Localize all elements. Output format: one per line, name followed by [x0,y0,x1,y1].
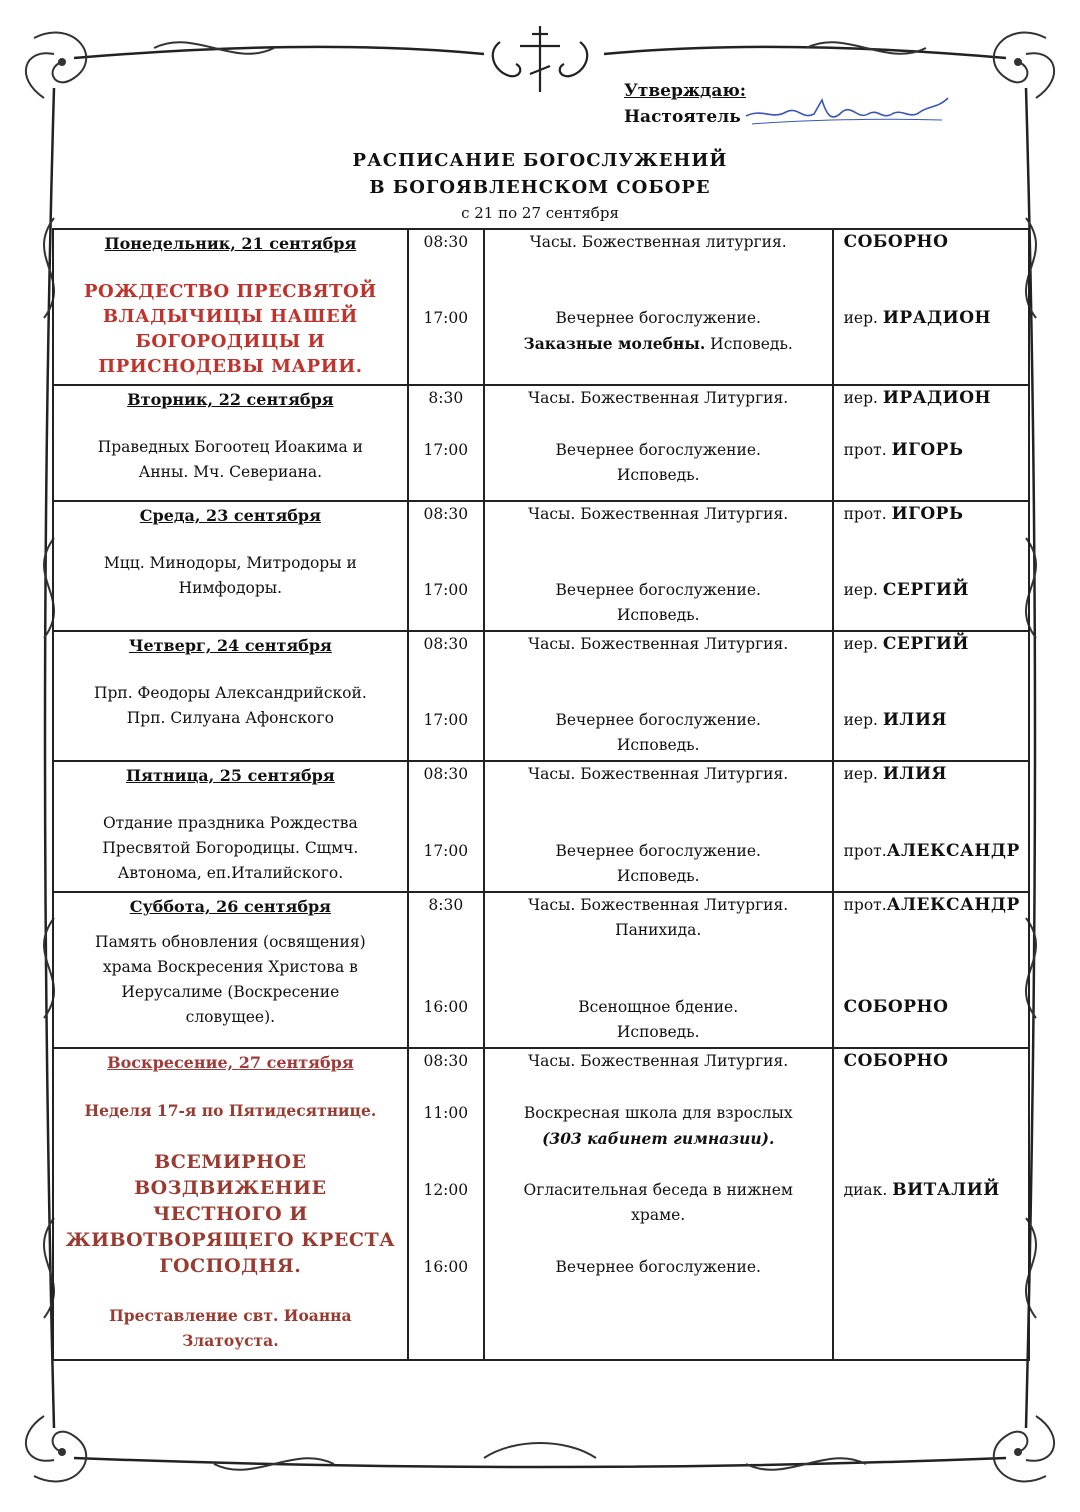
service-name: Панихида. [615,921,702,939]
service-time: 08:30 [423,233,469,251]
clergy-name: СЕРГИЙ [882,580,969,600]
schedule-dates: с 21 по 27 сентября [461,204,619,222]
feast-title [54,811,407,886]
day-header: Среда, 23 сентября [139,506,321,525]
clergy-name: ИРАДИОН [882,308,992,328]
clergy [834,839,1028,864]
service-name: Вечернее богослужение. [555,1258,761,1276]
clergy [834,578,1028,603]
clergy-name: СОБОРНО [843,1051,949,1071]
clergy [834,1049,1028,1074]
service-time: 8:30 [428,896,464,914]
feast-line: Прп. Феодоры Александрийской. [93,684,367,702]
service-time: 17:00 [423,309,469,327]
service-cell [484,1048,833,1360]
clergy-name: ВИТАЛИЙ [892,1180,1000,1200]
table-row [53,385,1029,501]
service-cell [484,631,833,761]
clergy [834,438,1028,463]
day-cell [53,385,408,501]
clergy-name: ИЛИЯ [882,764,947,784]
service-time: 08:30 [423,505,469,523]
service-time: 17:00 [423,581,469,599]
clergy [834,995,1028,1020]
clergy [834,1178,1028,1203]
feast-line: ВЛАДЫЧИЦЫ НАШЕЙ [102,306,358,327]
service-name: Исповедь. [616,606,700,624]
feast-title [54,681,407,731]
clergy-cell [833,761,1029,892]
service-name: Исповедь. [616,867,700,885]
clergy-name: СЕРГИЙ [882,634,969,654]
day-cell [53,229,408,385]
service-cell [484,761,833,892]
day-header: Воскресение, 27 сентября [107,1053,354,1072]
service-time: 08:30 [423,635,469,653]
schedule-subtitle: В БОГОЯВЛЕНСКОМ СОБОРЕ [369,177,711,198]
service-name: Вечернее богослужение. [555,309,761,327]
clergy-rank: прот. [843,505,892,523]
service-name: Исповедь. [616,466,700,484]
clergy [834,306,1028,331]
day-cell [53,892,408,1048]
time-cell [408,385,484,501]
service-name: Часы. Божественная Литургия. [528,389,789,407]
feast-title [54,1149,407,1279]
time-cell [408,761,484,892]
service-name: Вечернее богослужение. [555,842,761,860]
clergy [834,386,1028,411]
feast-line: Преставление свт. Иоанна [109,1306,352,1325]
clergy [834,632,1028,657]
clergy-rank: прот. [843,441,892,459]
service-name: Часы. Божественная Литургия. [528,505,789,523]
feast-line: ГОСПОДНЯ. [159,1255,302,1277]
service-name: Воскресная школа для взрослых [523,1104,793,1122]
clergy [834,230,1028,255]
day-cell [53,761,408,892]
service-name: Часы. Божественная Литургия. [528,896,789,914]
clergy [834,893,1028,918]
feast-line: ВСЕМИРНОЕ ВОЗДВИЖЕНИЕ [134,1151,327,1199]
orthodox-cross-icon [480,22,600,94]
table-row [53,1048,1029,1360]
feast-line: ЧЕСТНОГО И [152,1203,308,1225]
clergy [834,708,1028,733]
service-time: 12:00 [423,1181,469,1199]
time-cell [408,501,484,631]
clergy-rank: прот. [843,842,887,860]
table-row [53,892,1029,1048]
service-cell [484,385,833,501]
service-time: 08:30 [423,765,469,783]
clergy-rank: прот. [843,896,887,914]
service-name: Вечернее богослужение. [555,441,761,459]
clergy-name: ИЛИЯ [882,710,947,730]
commemoration [54,1303,407,1353]
sunday-title: Неделя 17-я по Пятидесятнице. [84,1101,377,1120]
clergy-name: АЛЕКСАНДР [886,841,1020,861]
service-name: Часы. Божественная литургия. [529,233,787,251]
service-time: 17:00 [423,842,469,860]
clergy [834,762,1028,787]
clergy-rank: иер. [843,765,883,783]
table-row [53,229,1029,385]
service-name: Часы. Божественная Литургия. [528,765,789,783]
clergy-rank: иер. [843,635,883,653]
clergy-name: ИГОРЬ [891,440,964,460]
service-name: Часы. Божественная Литургия. [528,1052,789,1070]
service-name: храме. [631,1206,686,1224]
feast-title [54,279,407,379]
table-row [53,761,1029,892]
clergy-name: ИРАДИОН [882,388,992,408]
service-time: 16:00 [423,998,469,1016]
feast-line: РОЖДЕСТВО ПРЕСВЯТОЙ [84,281,377,302]
clergy-rank: иер. [843,711,883,729]
service-cell [484,892,833,1048]
day-cell [53,1048,408,1360]
clergy-rank: иер. [843,309,883,327]
clergy-cell [833,631,1029,761]
clergy-name: АЛЕКСАНДР [886,895,1020,915]
service-name: Часы. Божественная Литургия. [528,635,789,653]
day-header: Понедельник, 21 сентября [104,234,357,253]
clergy-cell [833,229,1029,385]
feast-title [54,435,407,485]
day-header: Вторник, 22 сентября [127,390,334,409]
approval-block [624,78,746,130]
handwritten-signature [742,90,952,130]
feast-title [54,551,407,601]
service-name [485,331,832,357]
feast-line: Нимфодоры. [178,579,283,597]
clergy-rank: диак. [843,1181,893,1199]
service-name: Всенощное бдение. [578,998,739,1016]
service-time: 17:00 [423,711,469,729]
service-name: Исповедь. [616,736,700,754]
clergy [834,502,1028,527]
clergy-cell [833,892,1029,1048]
table-row [53,501,1029,631]
service-time: 16:00 [423,1258,469,1276]
clergy-name: СОБОРНО [843,232,949,252]
service-location: (303 кабинет гимназии). [542,1129,775,1148]
time-cell [408,892,484,1048]
schedule-table [52,228,1030,1361]
service-time: 08:30 [423,1052,469,1070]
schedule-title: РАСПИСАНИЕ БОГОСЛУЖЕНИЙ [352,150,728,171]
day-cell [53,631,408,761]
feast-line: Мцц. Минодоры, Митродоры и [103,554,357,572]
clergy-rank: иер. [843,389,883,407]
feast-line: Память обновления (освящения) [95,933,366,951]
day-header: Четверг, 24 сентября [128,636,332,655]
feast-line: Анны. Мч. Севериана. [138,463,323,481]
feast-line: Златоуста. [182,1331,279,1350]
day-cell [53,501,408,631]
service-cell [484,229,833,385]
rector-label: Настоятель [624,107,741,127]
service-name: Вечернее богослужение. [555,711,761,729]
feast-line: Прп. Силуана Афонского [126,709,334,727]
feast-line: Праведных Богоотец Иоакима и [97,438,363,456]
feast-line: Иерусалиме (Воскресение [121,983,340,1001]
service-emphasis: Заказные молебны. [523,334,706,353]
feast-line: Пресвятой Богородицы. Сщмч. [102,839,359,857]
clergy-cell [833,1048,1029,1360]
service-time: 17:00 [423,441,469,459]
clergy-rank: иер. [843,581,883,599]
day-header: Суббота, 26 сентября [129,897,331,916]
feast-line: словущее). [185,1008,276,1026]
feast-line: Автонома, еп.Италийского. [117,864,344,882]
feast-line: Отдание праздника Рождества [102,814,358,832]
time-cell [408,229,484,385]
service-time: 8:30 [428,389,464,407]
time-cell [408,1048,484,1360]
feast-line: БОГОРОДИЦЫ И [135,331,326,352]
day-header: Пятница, 25 сентября [126,766,335,785]
clergy-cell [833,501,1029,631]
feast-line: храма Воскресения Христова в [102,958,358,976]
service-name: Огласительная беседа в нижнем [523,1181,793,1199]
feast-line: ЖИВОТВОРЯЩЕГО КРЕСТА [65,1229,396,1251]
service-cell [484,501,833,631]
clergy-cell [833,385,1029,501]
table-row [53,631,1029,761]
service-name: Вечернее богослужение. [555,581,761,599]
service-time: 11:00 [423,1104,469,1122]
feast-title [54,930,407,1030]
feast-line: ПРИСНОДЕВЫ МАРИИ. [98,356,363,377]
time-cell [408,631,484,761]
clergy-name: СОБОРНО [843,997,949,1017]
service-name: Исповедь. [616,1023,700,1041]
clergy-name: ИГОРЬ [891,504,964,524]
approve-label: Утверждаю: [624,81,747,101]
service-tail: Исповедь. [705,335,793,353]
